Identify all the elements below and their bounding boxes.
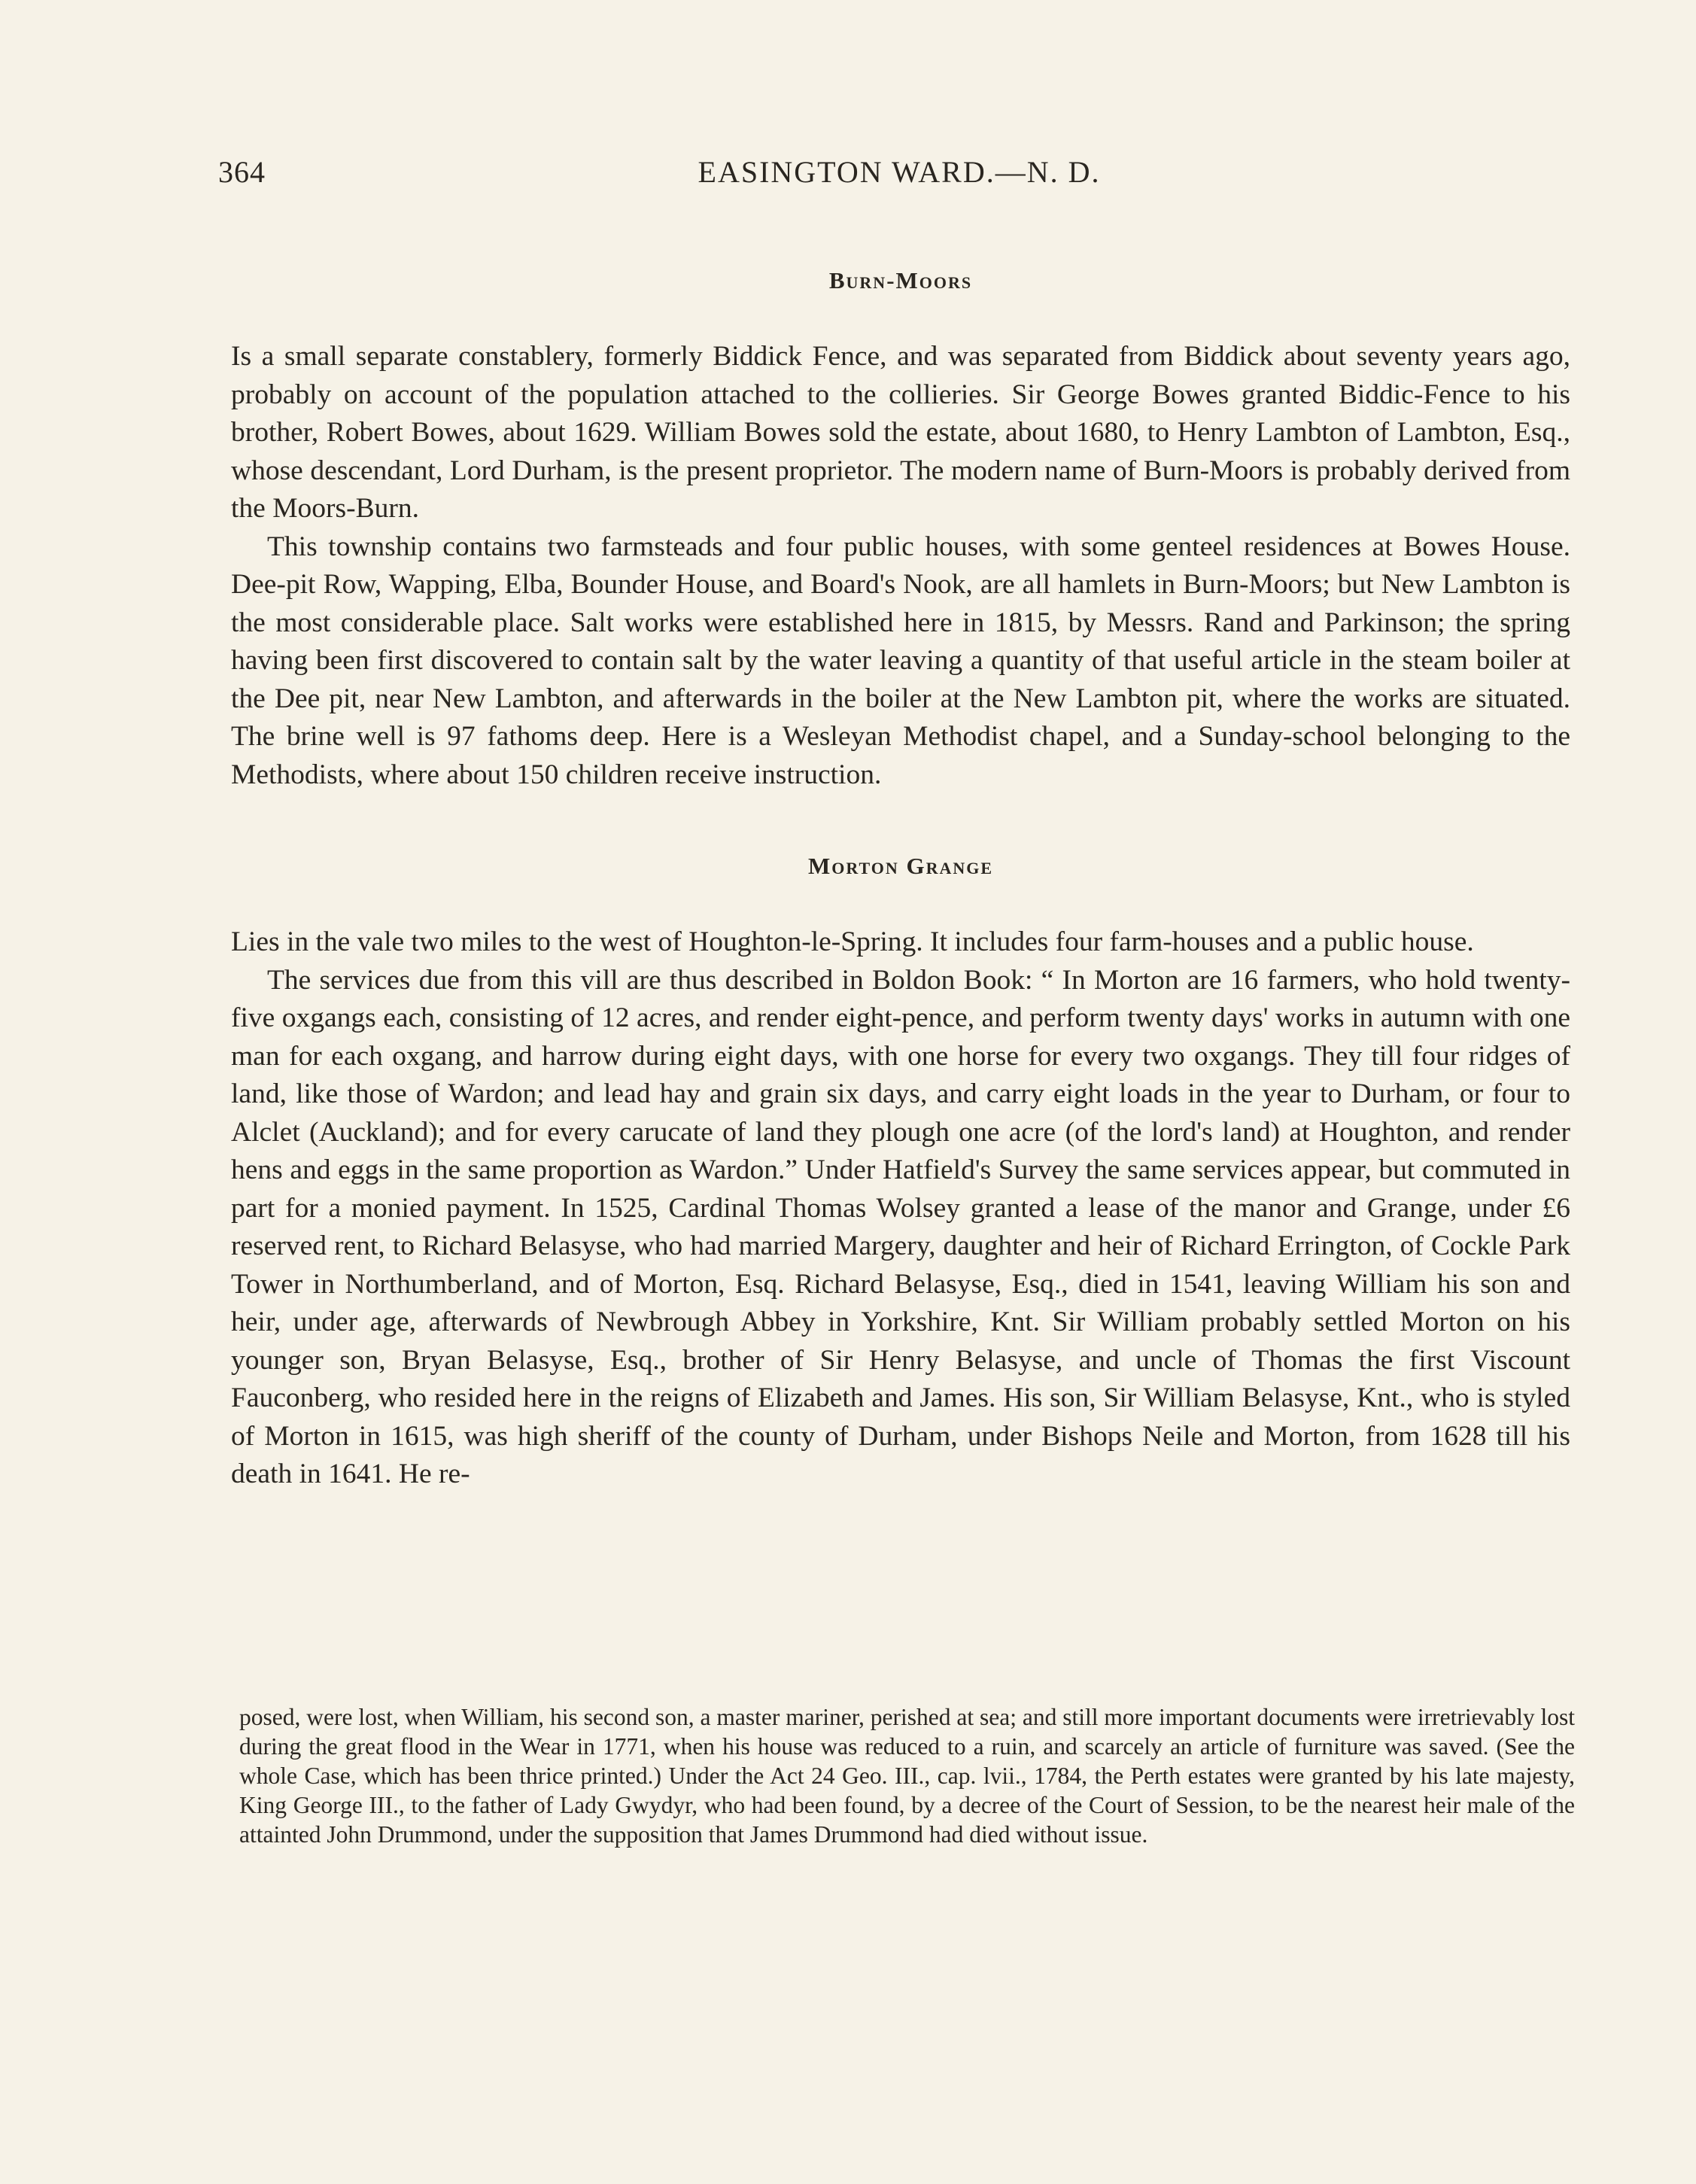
section-heading-burn-moors: Burn-Moors [828, 267, 973, 294]
paragraph: This township contains two farmsteads and four public houses, with some genteel residences at Bowes House. Dee-pit Row, Wapping, Elba, Bounder House, and Board's Nook, are all hamlets in Burn-Moors; but New Lambton is the most considerable place. Salt works were established here in 1815, by Messrs. Rand and Parkinson; the spring having been first discovered to contain salt by the water leaving a quantity of that useful article in the steam boiler at the Dee pit, near New Lambton, and afterwards in the boiler at the New Lambton pit, where the works are situated. The brine well is 97 fathoms deep. Here is a Wesleyan Methodist chapel, and a Sunday-school belonging to the Methodists, where about 150 children receive instruction. [231, 531, 1570, 790]
page-number: 364 [218, 155, 266, 189]
footnote: posed, were lost, when William, his second son, a master mariner, perished at sea; and still more important documents were irretrievably lost during the great flood in the Wear in 1771, when his house was reduced to a ruin, and scarcely an article of furniture was saved. (See the whole Case, which has been thrice printed.) Under the Act 24 Geo. III., cap. lvii., 1784, the Perth estates were granted by his late majesty, King George III., to the father of Lady Gwydyr, who had been found, by a decree of the Court of Session, to be the nearest heir male of the attainted John Drummond, under the supposition that James Drummond had died without issue. [239, 1704, 1575, 1848]
page-header [218, 154, 1580, 199]
running-title: EASINGTON WARD.—N. D. [698, 155, 1101, 189]
paragraph: The services due from this vill are thus described in Boldon Book: “ In Morton are 16 farmers, who hold twenty-five oxgangs each, consisting of 12 acres, and render eight-pence, and perform twenty days' works in autumn with one man for each oxgang, and harrow during eight days, with one horse for every two oxgangs. They till four ridges of land, like those of Wardon; and lead hay and grain six days, and carry eight loads in the year to Durham, or four to Alclet (Auckland); and for every carucate of land they plough one acre (of the lord's land) at Houghton, and render hens and eggs in the same proportion as Wardon.” Under Hatfield's Survey the same services appear, but commuted in part for a monied payment. In 1525, Cardinal Thomas Wolsey granted a lease of the manor and Grange, under £6 reserved rent, to Richard Belasyse, who had married Margery, daughter and heir of Richard Errington, of Cockle Park Tower in Northumberland, and of Morton, Esq. Richard Belasyse, Esq., died in 1541, leaving William his son and heir, under age, afterwards of Newbrough Abbey in Yorkshire, Knt. Sir William probably settled Morton on his younger son, Bryan Belasyse, Esq., brother of Sir Henry Belasyse, and uncle of Thomas the first Viscount Fauconberg, who resided here in the reigns of Elizabeth and James. His son, Sir William Belasyse, Knt., who is styled of Morton in 1615, was high sheriff of the county of Durham, under Bishops Neile and Morton, from 1628 till his death in 1641. He re- [231, 964, 1570, 1489]
section-heading-morton-grange: Morton Grange [807, 853, 994, 879]
paragraph: Is a small separate constablery, formerly Biddick Fence, and was separated from Biddick about seventy years ago, probably on account of the population attached to the collieries. Sir George Bowes granted Biddic-Fence to his brother, Robert Bowes, about 1629. William Bowes sold the estate, about 1680, to Henry Lambton of Lambton, Esq., whose descendant, Lord Durham, is the present proprietor. The modern name of Burn-Moors is probably derived from the Moors-Burn. [231, 341, 1570, 524]
paragraph: Lies in the vale two miles to the west of Houghton-le-Spring. It includes four farm-houses and a public house. [231, 926, 1474, 957]
main-text [231, 267, 1570, 1494]
